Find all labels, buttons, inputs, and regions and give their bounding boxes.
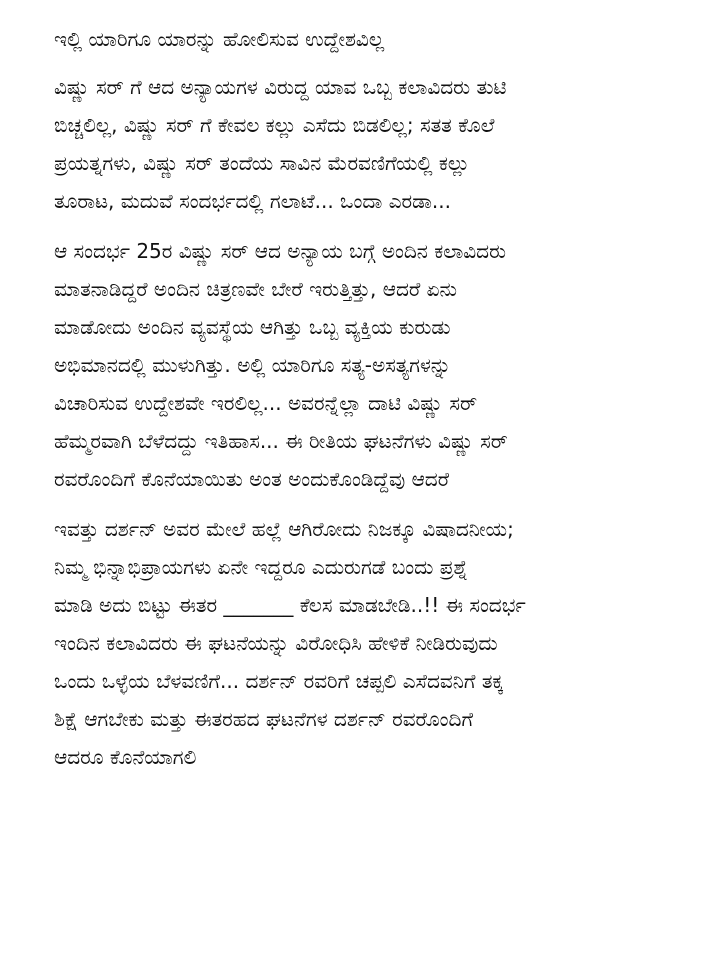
paragraph-1: [54, 68, 680, 220]
paragraph-line: ಮಾತನಾಡಿದ್ದರೆ ಅಂದಿನ ಚಿತ್ರಣವೇ ಬೇರೆ ಇರುತ್ತಿತ್ತು, ಆದರೆ ಏನು: [54, 277, 458, 301]
paragraph-line: ಒಂದು ಒಳ್ಳೆಯ ಬೆಳವಣಿಗೆ... ದರ್ಶನ್ ರವರಿಗೆ ಚಪ್ಪಲಿ ಎಸೆದವನಿಗೆ ತಕ್ಕ: [54, 669, 504, 693]
paragraph-line: ಬಿಚ್ಚಲಿಲ್ಲ, ವಿಷ್ಣು ಸರ್ ಗೆ ಕೇವಲ ಕಲ್ಲು ಎಸೆದು ಬಿಡಲಿಲ್ಲ; ಸತತ ಕೊಲೆ: [54, 113, 495, 137]
paragraph-3: [54, 510, 680, 776]
paragraph-line: ಅಭಿಮಾನದಲ್ಲಿ ಮುಳುಗಿತ್ತು. ಅಲ್ಲಿ ಯಾರಿಗೂ ಸತ್ಯ-ಅಸತ್ಯಗಳನ್ನು: [54, 353, 451, 377]
paragraph-2: [54, 232, 680, 498]
paragraph-line: ಆದರೂ ಕೊನೆಯಾಗಲಿ: [54, 745, 197, 769]
paragraph-line: ಇಂದಿನ ಕಲಾವಿದರು ಈ ಘಟನೆಯನ್ನು ವಿರೋಧಿಸಿ ಹೇಳಿಕೆ ನೀಡಿರುವುದು: [54, 631, 498, 655]
paragraph-line: ವಿಚಾರಿಸುವ ಉದ್ದೇಶವೇ ಇರಲಿಲ್ಲ... ಅವರನ್ನೆಲ್ಲಾ ದಾಟಿ ವಿಷ್ಣು ಸರ್: [54, 391, 478, 415]
paragraph-line: ಮಾಡೋದು ಅಂದಿನ ವ್ಯವಸ್ಥೆಯ ಆಗಿತ್ತು ಒಬ್ಬ ವ್ಯಕ್ತಿಯ ಕುರುಡು: [54, 315, 451, 339]
paragraph-line: ಆ ಸಂದರ್ಭ 25ರ ವಿಷ್ಣು ಸರ್ ಆದ ಅನ್ಯಾಯ ಬಗ್ಗೆ ಅಂದಿನ ಕಲಾವಿದರು: [54, 239, 507, 263]
paragraph-line: ಪ್ರಯತ್ನಗಳು, ವಿಷ್ಣು ಸರ್ ತಂದೆಯ ಸಾವಿನ ಮೆರವಣಿಗೆಯಲ್ಲಿ ಕಲ್ಲು: [54, 151, 470, 175]
paragraph-line: ರವರೊಂದಿಗೆ ಕೊನೆಯಾಯಿತು ಅಂತ ಅಂದುಕೊಂಡಿದ್ದೆವು ಆದರೆ: [54, 467, 450, 491]
paragraph-line: ನಿಮ್ಮ ಭಿನ್ನಾಭಿಪ್ರಾಯಗಳು ಏನೇ ಇದ್ದರೂ ಎದುರುಗಡೆ ಬಂದು ಪ್ರಶ್ನೆ: [54, 555, 468, 579]
paragraph-line: ಇವತ್ತು ದರ್ಶನ್ ಅವರ ಮೇಲೆ ಹಲ್ಲೆ ಆಗಿರೋದು ನಿಜಕ್ಕೂ ವಿಷಾದನೀಯ;: [54, 517, 514, 541]
paragraph-line: ಮಾಡಿ ಅದು ಬಿಟ್ಟು ಈತರ _______ ಕೆಲಸ ಮಾಡಬೇಡಿ..!! ಈ ಸಂದರ್ಭ: [54, 593, 526, 617]
paragraph-line: ಶಿಕ್ಷೆ ಆಗಬೇಕು ಮತ್ತು ಈತರಹದ ಘಟನೆಗಳ ದರ್ಶನ್ ರವರೊಂದಿಗೆ: [54, 707, 474, 731]
paragraph-line: ವಿಷ್ಣು ಸರ್ ಗೆ ಆದ ಅನ್ಯಾಯಗಳ ವಿರುದ್ದ ಯಾವ ಒಬ್ಬ ಕಲಾವಿದರು ತುಟಿ: [54, 75, 507, 99]
document-heading: ಇಲ್ಲಿ ಯಾರಿಗೂ ಯಾರನ್ನು ಹೋಲಿಸುವ ಉದ್ದೇಶವಿಲ್ಲ: [54, 27, 385, 51]
paragraph-line: ತೂರಾಟ, ಮದುವೆ ಸಂದರ್ಭದಲ್ಲಿ ಗಲಾಟೆ... ಒಂದಾ ಎರಡಾ...: [54, 189, 451, 213]
paragraph-line: ಹೆಮ್ಮರವಾಗಿ ಬೆಳೆದದ್ದು ಇತಿಹಾಸ... ಈ ರೀತಿಯ ಘಟನೆಗಳು ವಿಷ್ಣು ಸರ್: [54, 429, 508, 453]
